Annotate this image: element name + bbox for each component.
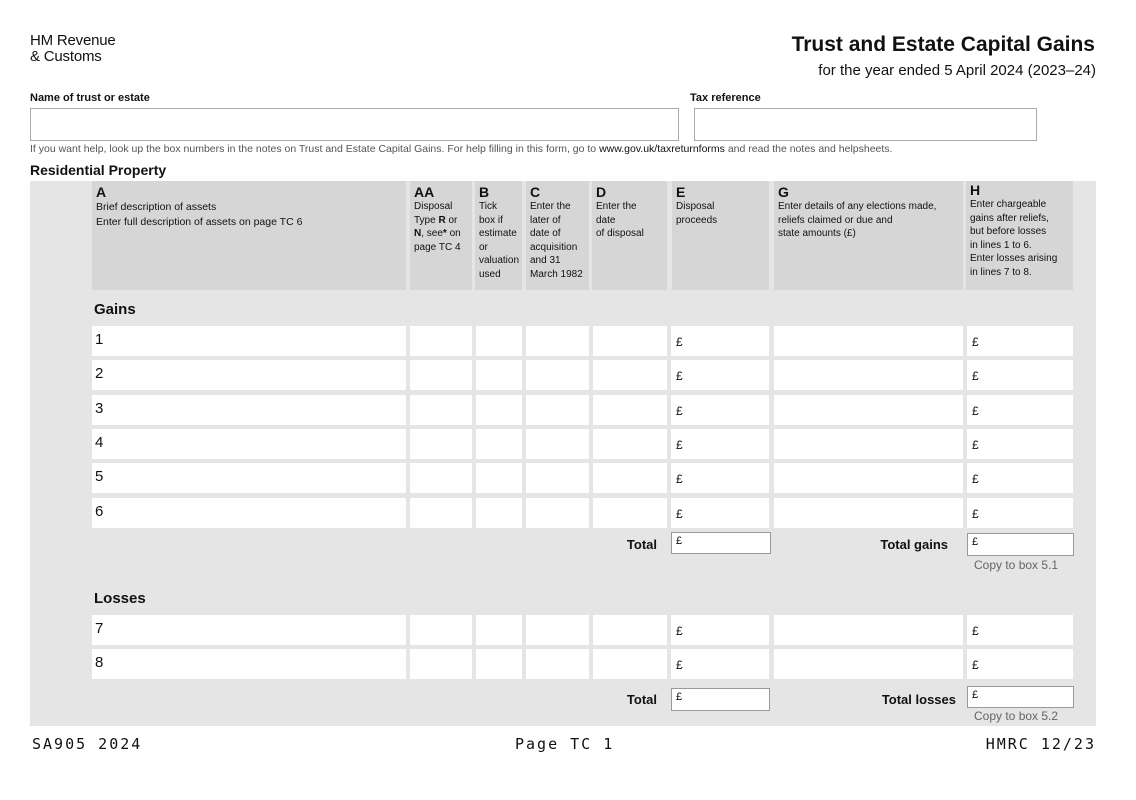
pound-sign: £	[972, 507, 979, 521]
gains-row-6-col-h-field[interactable]	[967, 498, 1073, 528]
column-g-header	[774, 181, 963, 290]
column-a-letter: A	[96, 184, 107, 200]
gains-row-1-col-c-field[interactable]	[526, 326, 589, 356]
column-b-line: or	[479, 241, 488, 253]
pound-sign: £	[972, 472, 979, 486]
column-aa-letter: AA	[414, 184, 435, 200]
gains-row-3-col-c-field[interactable]	[526, 395, 589, 425]
losses-row-2-col-e-field[interactable]	[671, 649, 769, 679]
gains-row-4-col-aa-field[interactable]	[410, 429, 472, 459]
column-c-line: Enter the	[530, 201, 571, 212]
column-aa-on-text: on	[446, 228, 461, 239]
column-h-line: Enter chargeable	[970, 199, 1047, 210]
help-text-after: and read the notes and helpsheets.	[724, 143, 893, 155]
losses-row-1-col-h-field[interactable]	[967, 615, 1073, 645]
gains-row-5-col-h-field[interactable]	[967, 463, 1073, 493]
row-number: 8	[95, 654, 104, 671]
gains-row-1-col-g-field[interactable]	[774, 326, 963, 356]
column-h-line: in lines 1 to 6.	[970, 239, 1032, 251]
column-b-line: valuation	[479, 255, 520, 266]
row-number: 3	[95, 400, 104, 417]
gains-row-3-col-b-field[interactable]	[476, 395, 522, 425]
column-b-line: used	[479, 268, 501, 280]
losses-row-1-col-aa-field[interactable]	[410, 615, 472, 645]
form-title: Trust and Estate Capital Gains	[791, 33, 1095, 56]
pound-sign: £	[676, 535, 683, 547]
losses-row-1-col-c-field[interactable]	[526, 615, 589, 645]
gains-row-2-col-g-field[interactable]	[774, 360, 963, 390]
trust-name-label: Name of trust or estate	[30, 92, 150, 104]
tax-reference-field[interactable]	[694, 108, 1037, 141]
column-d-header	[592, 181, 667, 290]
column-h-line: Enter losses arising	[970, 253, 1058, 264]
logo-line-2: & Customs	[30, 48, 102, 65]
gains-row-1-col-h-field[interactable]	[967, 326, 1073, 356]
copy-to-box-5-1-note: Copy to box 5.1	[974, 558, 1059, 572]
column-a-text-1: Brief description of assets	[96, 201, 217, 213]
gains-row-2-col-h-field[interactable]	[967, 360, 1073, 390]
column-aa-header	[410, 181, 472, 290]
pound-sign: £	[972, 624, 979, 638]
gains-row-2-col-a-field[interactable]	[92, 360, 406, 390]
column-g-line: Enter details of any elections made,	[778, 201, 937, 212]
losses-row-2-col-c-field[interactable]	[526, 649, 589, 679]
gains-row-2-col-c-field[interactable]	[526, 360, 589, 390]
column-b-line: Tick	[479, 201, 497, 212]
pound-sign: £	[972, 689, 979, 701]
gains-row-4-col-g-field[interactable]	[774, 429, 963, 459]
help-url-link[interactable]: www.gov.uk/taxreturnforms	[599, 143, 725, 155]
gains-row-5-col-e-field[interactable]	[671, 463, 769, 493]
gains-row-5-col-a-field[interactable]	[92, 463, 406, 493]
losses-row-1-col-d-field[interactable]	[593, 615, 667, 645]
pound-sign: £	[972, 658, 979, 672]
row-number: 2	[95, 365, 104, 382]
gains-row-5-col-aa-field[interactable]	[410, 463, 472, 493]
gains-row-1-col-aa-field[interactable]	[410, 326, 472, 356]
footer-version: HMRC 12/23	[985, 735, 1096, 753]
losses-row-2-col-a-field[interactable]	[92, 649, 406, 679]
column-c-line: date of	[530, 228, 561, 239]
gains-row-3-col-h-field[interactable]	[967, 395, 1073, 425]
column-aa-n: N	[414, 228, 422, 239]
gains-row-6-col-e-field[interactable]	[671, 498, 769, 528]
help-text	[30, 143, 892, 155]
column-d-letter: D	[596, 184, 607, 200]
gains-row-6-col-aa-field[interactable]	[410, 498, 472, 528]
losses-row-2-col-b-field[interactable]	[476, 649, 522, 679]
gains-row-3-col-g-field[interactable]	[774, 395, 963, 425]
gains-total-proceeds-field[interactable]	[671, 532, 771, 554]
row-number: 1	[95, 331, 104, 348]
gains-title: Gains	[94, 301, 136, 318]
losses-title: Losses	[94, 590, 146, 607]
gains-row-3-col-a-field[interactable]	[92, 395, 406, 425]
gains-row-2-col-e-field[interactable]	[671, 360, 769, 390]
column-aa-text-1: Disposal	[414, 201, 453, 212]
column-h-letter: H	[970, 182, 981, 198]
trust-name-field[interactable]	[30, 108, 679, 141]
losses-row-1-col-a-field[interactable]	[92, 615, 406, 645]
gains-row-4-col-a-field[interactable]	[92, 429, 406, 459]
column-b-header	[475, 181, 522, 290]
gains-row-6-col-d-field[interactable]	[593, 498, 667, 528]
column-h-line: but before losses	[970, 226, 1047, 237]
gains-row-5-col-c-field[interactable]	[526, 463, 589, 493]
gains-row-4-col-b-field[interactable]	[476, 429, 522, 459]
row-number: 5	[95, 468, 104, 485]
column-b-letter: B	[479, 184, 490, 200]
column-h-line: in lines 7 to 8.	[970, 266, 1032, 278]
row-number: 7	[95, 620, 104, 637]
copy-to-box-5-2-note: Copy to box 5.2	[974, 709, 1059, 723]
gains-row-5-col-b-field[interactable]	[476, 463, 522, 493]
form-subtitle: for the year ended 5 April 2024 (2023–24)	[818, 62, 1096, 79]
gains-row-2-col-b-field[interactable]	[476, 360, 522, 390]
gains-row-6-col-a-field[interactable]	[92, 498, 406, 528]
column-c-line: later of	[530, 214, 561, 226]
gains-row-6-col-c-field[interactable]	[526, 498, 589, 528]
column-aa-text-2	[414, 214, 469, 228]
losses-row-1-col-e-field[interactable]	[671, 615, 769, 645]
column-aa-text-3	[414, 227, 469, 241]
column-b-line: estimate	[479, 228, 517, 239]
gains-row-1-col-d-field[interactable]	[593, 326, 667, 356]
losses-row-1-col-g-field[interactable]	[774, 615, 963, 645]
column-e-header	[672, 181, 769, 290]
total-gains-label: Total gains	[880, 537, 948, 552]
pound-sign: £	[676, 404, 683, 418]
column-e-line: Disposal	[676, 201, 715, 212]
footer-page-number: Page TC 1	[515, 735, 615, 753]
column-d-line: Enter the	[596, 201, 637, 212]
pound-sign: £	[676, 472, 683, 486]
column-e-line: proceeds	[676, 214, 718, 226]
column-b-line: box if	[479, 214, 503, 226]
pound-sign: £	[972, 369, 979, 383]
column-aa-see-text: , see	[421, 228, 443, 239]
tax-reference-label: Tax reference	[690, 92, 761, 104]
row-number: 4	[95, 434, 104, 451]
losses-row-2-col-h-field[interactable]	[967, 649, 1073, 679]
gains-row-3-col-e-field[interactable]	[671, 395, 769, 425]
column-aa-asterisk: *	[442, 228, 447, 239]
gains-row-2-col-d-field[interactable]	[593, 360, 667, 390]
footer-form-code: SA905 2024	[32, 735, 143, 753]
gains-row-1-col-e-field[interactable]	[671, 326, 769, 356]
column-aa-or-text: or	[445, 214, 458, 226]
column-c-header	[526, 181, 589, 290]
total-gains-field[interactable]	[967, 533, 1074, 556]
total-losses-field[interactable]	[967, 686, 1074, 708]
column-h-line: gains after reliefs,	[970, 212, 1049, 224]
gains-total-label: Total	[626, 537, 657, 552]
gains-row-6-col-b-field[interactable]	[476, 498, 522, 528]
gains-row-2-col-aa-field[interactable]	[410, 360, 472, 390]
losses-row-2-col-g-field[interactable]	[774, 649, 963, 679]
losses-row-1-col-b-field[interactable]	[476, 615, 522, 645]
column-h-header	[966, 181, 1073, 290]
pound-sign: £	[676, 691, 683, 703]
column-g-letter: G	[778, 184, 789, 200]
column-e-letter: E	[676, 184, 686, 200]
gains-row-1-col-a-field[interactable]	[92, 326, 406, 356]
losses-row-2-col-aa-field[interactable]	[410, 649, 472, 679]
column-c-line: March 1982	[530, 268, 583, 280]
gains-row-4-col-d-field[interactable]	[593, 429, 667, 459]
column-a-header	[92, 181, 406, 290]
column-c-line: acquisition	[530, 241, 578, 253]
gains-row-5-col-g-field[interactable]	[774, 463, 963, 493]
pound-sign: £	[676, 658, 683, 672]
pound-sign: £	[676, 335, 683, 349]
column-d-line: of disposal	[596, 228, 644, 239]
pound-sign: £	[676, 369, 683, 383]
gains-row-4-col-e-field[interactable]	[671, 429, 769, 459]
gains-row-3-col-d-field[interactable]	[593, 395, 667, 425]
gains-row-4-col-c-field[interactable]	[526, 429, 589, 459]
gains-row-4-col-h-field[interactable]	[967, 429, 1073, 459]
column-g-line: reliefs claimed or due and	[778, 214, 893, 226]
hmrc-logo	[30, 33, 116, 65]
column-aa-text-4: page TC 4	[414, 241, 461, 253]
losses-row-2-col-d-field[interactable]	[593, 649, 667, 679]
pound-sign: £	[972, 404, 979, 418]
gains-row-3-col-aa-field[interactable]	[410, 395, 472, 425]
pound-sign: £	[676, 438, 683, 452]
losses-total-label: Total	[626, 692, 657, 707]
help-text-before: If you want help, look up the box numbers in the notes on Trust and Estate Capital Gains. For help filling in this form, go to	[30, 143, 600, 155]
column-aa-type-text: Type	[414, 214, 439, 226]
column-aa-r: R	[438, 214, 446, 226]
pound-sign: £	[972, 438, 979, 452]
pound-sign: £	[676, 624, 683, 638]
pound-sign: £	[972, 536, 979, 548]
logo-line-1: HM Revenue	[30, 32, 116, 49]
column-c-line: and 31	[530, 255, 561, 266]
losses-total-proceeds-field[interactable]	[671, 688, 770, 711]
section-title: Residential Property	[30, 162, 167, 178]
column-c-letter: C	[530, 184, 541, 200]
column-d-line: date	[596, 214, 616, 226]
column-g-line: state amounts (£)	[778, 228, 856, 239]
gains-row-5-col-d-field[interactable]	[593, 463, 667, 493]
pound-sign: £	[972, 335, 979, 349]
pound-sign: £	[676, 507, 683, 521]
gains-row-6-col-g-field[interactable]	[774, 498, 963, 528]
gains-row-1-col-b-field[interactable]	[476, 326, 522, 356]
total-losses-label: Total losses	[881, 692, 956, 707]
row-number: 6	[95, 503, 104, 520]
column-a-text-2: Enter full description of assets on page TC 6	[96, 215, 303, 228]
